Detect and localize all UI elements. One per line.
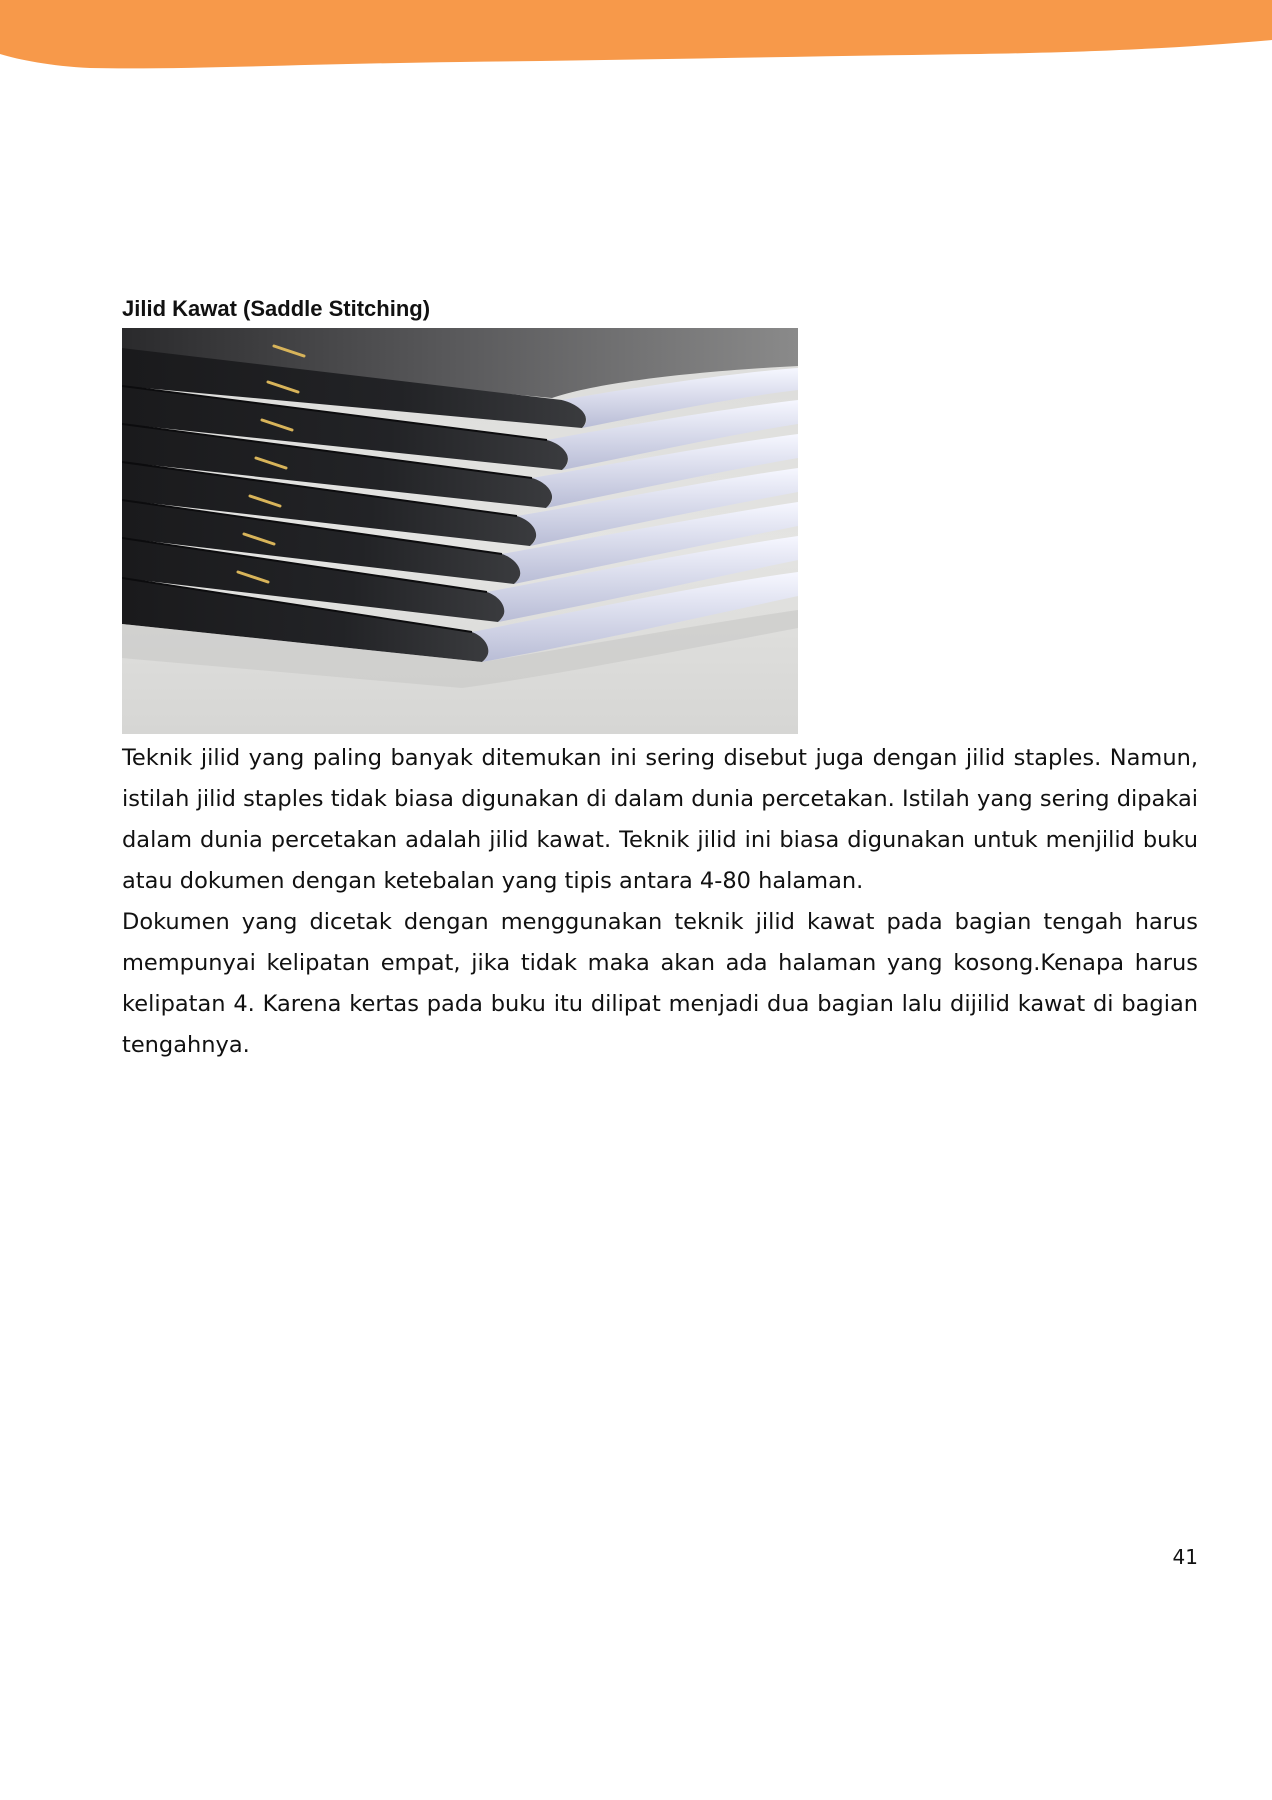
header-wave-decoration: [0, 0, 1272, 80]
page-number: 41: [1172, 1545, 1198, 1569]
section-heading: Jilid Kawat (Saddle Stitching): [122, 296, 431, 321]
saddle-stitched-booklets-photo: [122, 328, 798, 734]
body-text: [122, 738, 1198, 1066]
paragraph-1: Teknik jilid yang paling banyak ditemukan ini sering disebut juga dengan jilid staples. Namun, istilah jilid staples tidak biasa digunakan di dalam dunia percetakan. Istilah yang sering dipakai dalam dunia percetakan adalah jilid kawat. Teknik jilid ini biasa digunakan untuk menjilid buku atau dokumen dengan ketebalan yang tipis antara 4-80 halaman.: [122, 745, 1198, 894]
paragraph-2: Dokumen yang dicetak dengan menggunakan teknik jilid kawat pada bagian tengah harus mempunyai kelipatan empat, jika tidak maka akan ada halaman yang kosong.Kenapa harus kelipatan 4. Karena kertas pada buku itu dilipat menjadi dua bagian lalu dijilid kawat di bagian tengahnya.: [122, 909, 1198, 1058]
